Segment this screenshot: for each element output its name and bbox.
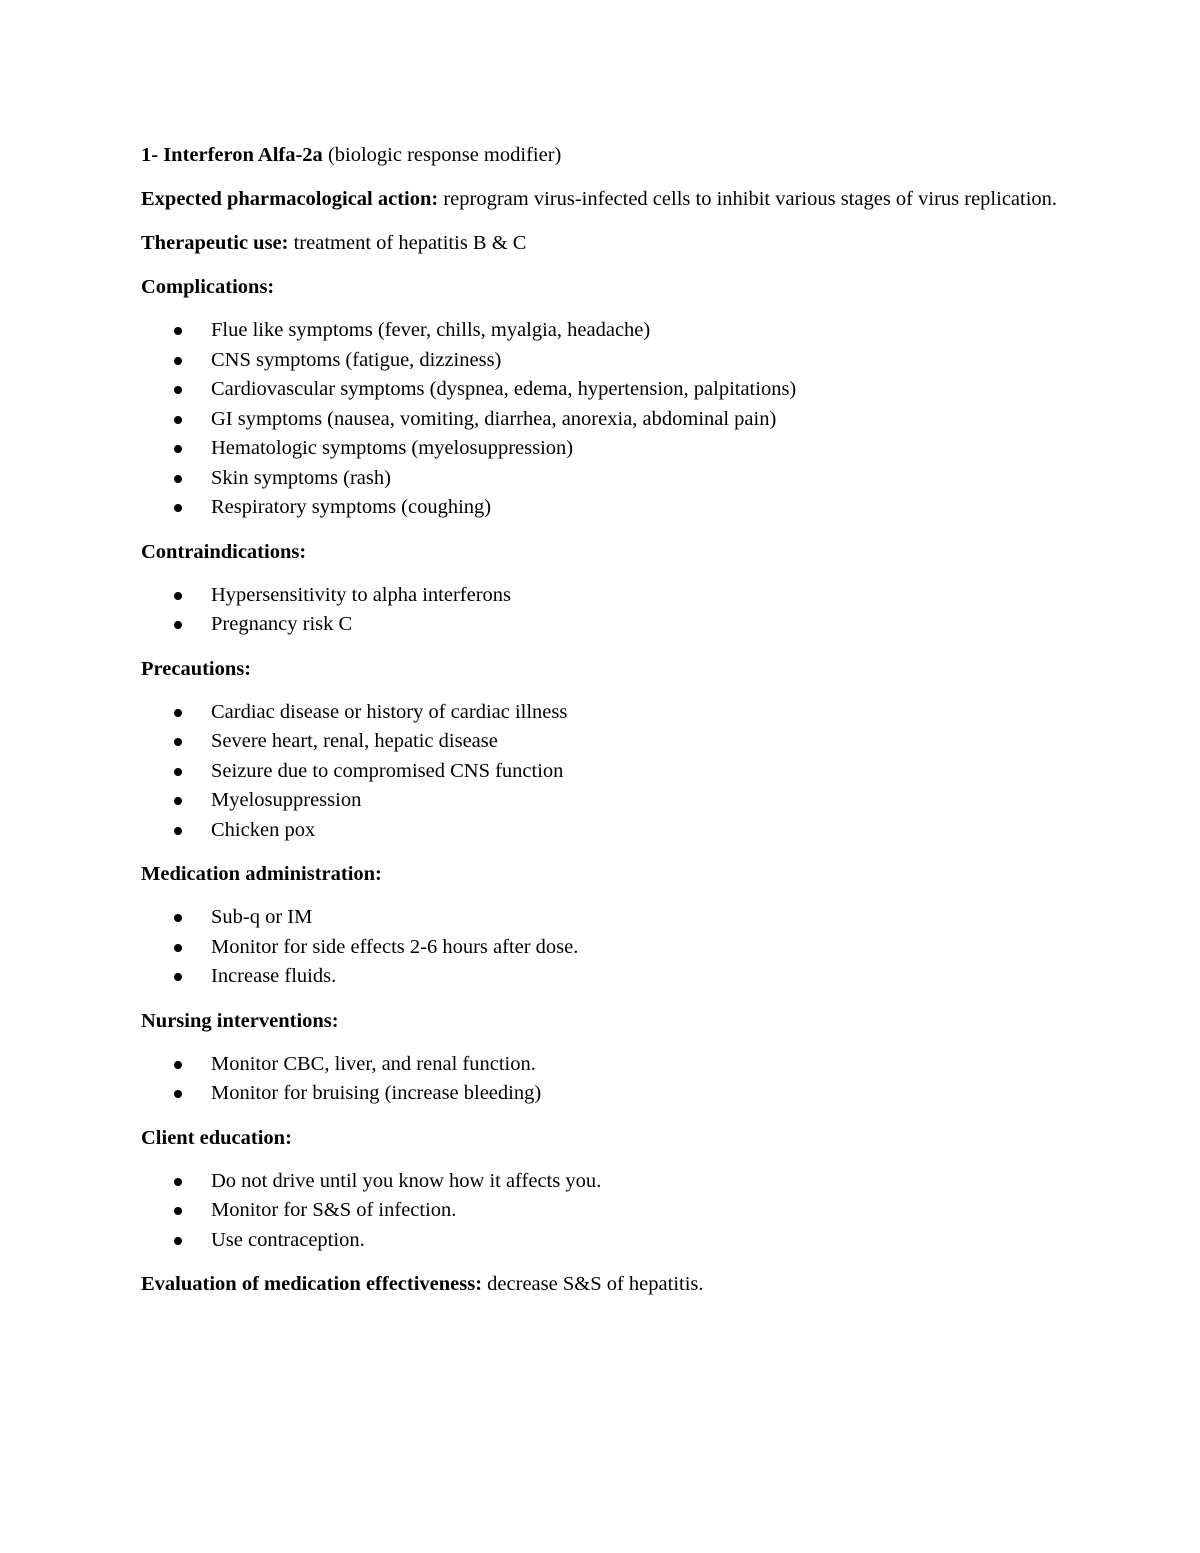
list-item-text: Monitor for S&S of infection.	[211, 1199, 457, 1221]
list-item-text: Monitor for bruising (increase bleeding)	[211, 1082, 542, 1104]
bullet-icon	[174, 827, 182, 835]
education-list	[141, 1167, 1061, 1256]
list-item	[141, 962, 1061, 992]
administration-heading	[141, 859, 1061, 889]
list-item-text: Seizure due to compromised CNS function	[211, 759, 564, 782]
therapeutic-use-text: treatment of hepatitis B & C	[293, 232, 527, 254]
list-item	[141, 933, 1061, 963]
list-item	[141, 346, 1061, 376]
list-item-text: Sub-q or IM	[211, 906, 313, 928]
contraindications-heading	[141, 537, 1061, 567]
list-item	[141, 816, 1061, 846]
administration-heading-text: Medication administration:	[141, 863, 382, 885]
list-item	[141, 464, 1061, 494]
therapeutic-use-label: Therapeutic use:	[141, 232, 289, 254]
list-item	[141, 698, 1061, 728]
list-item-text: Do not drive until you know how it affects you.	[211, 1169, 602, 1192]
list-item	[141, 727, 1061, 757]
bullet-icon	[174, 1237, 182, 1245]
bullet-icon	[174, 709, 182, 717]
bullet-icon	[174, 944, 182, 952]
list-item-text: Hematologic symptoms (myelosuppression)	[211, 437, 574, 459]
list-item-text: Myelosuppression	[211, 789, 362, 811]
drug-title-line	[141, 140, 1061, 170]
bullet-icon	[174, 1178, 182, 1186]
education-heading-text: Client education:	[141, 1126, 292, 1149]
precautions-heading-text: Precautions:	[141, 657, 252, 680]
list-item-text: GI symptoms (nausea, vomiting, diarrhea, anorexia, abdominal pain)	[211, 407, 777, 430]
drug-classification: (biologic response modifier)	[327, 144, 562, 166]
bullet-icon	[174, 768, 182, 776]
bullet-icon	[174, 914, 182, 922]
pharmacological-action-text: reprogram virus-infected cells to inhibit various stages of virus replication.	[443, 188, 1058, 210]
complications-heading-text: Complications:	[141, 276, 275, 298]
list-item	[141, 493, 1061, 523]
complications-list	[141, 316, 1061, 523]
list-item	[141, 757, 1061, 787]
nursing-heading-text: Nursing interventions:	[141, 1009, 339, 1032]
list-item	[141, 1196, 1061, 1226]
bullet-icon	[174, 592, 182, 600]
bullet-icon	[174, 327, 182, 335]
bullet-icon	[174, 1061, 182, 1069]
list-item-text: Pregnancy risk C	[211, 613, 353, 635]
list-item	[141, 786, 1061, 816]
list-item-text: Use contraception.	[211, 1228, 365, 1251]
list-item	[141, 1050, 1061, 1080]
list-item-text: Respiratory symptoms (coughing)	[211, 496, 492, 518]
list-item-text: Hypersensitivity to alpha interferons	[211, 583, 512, 606]
contraindications-list	[141, 581, 1061, 640]
bullet-icon	[174, 504, 182, 512]
bullet-icon	[174, 621, 182, 629]
list-item	[141, 1226, 1061, 1256]
bullet-icon	[174, 416, 182, 424]
list-item	[141, 405, 1061, 435]
therapeutic-use	[141, 228, 1061, 258]
evaluation	[141, 1269, 1061, 1299]
list-item	[141, 316, 1061, 346]
evaluation-label: Evaluation of medication effectiveness:	[141, 1273, 483, 1295]
list-item-text: Monitor CBC, liver, and renal function.	[211, 1052, 536, 1075]
bullet-icon	[174, 475, 182, 483]
list-item-text: Skin symptoms (rash)	[211, 466, 391, 489]
list-item-text: Flue like symptoms (fever, chills, myalgia, headache)	[211, 319, 651, 341]
contraindications-heading-text: Contraindications:	[141, 540, 307, 563]
drug-name: 1- Interferon Alfa-2a	[141, 144, 323, 166]
bullet-icon	[174, 1207, 182, 1215]
list-item	[141, 581, 1061, 611]
bullet-icon	[174, 445, 182, 453]
list-item	[141, 903, 1061, 933]
bullet-icon	[174, 357, 182, 365]
bullet-icon	[174, 386, 182, 394]
list-item-text: CNS symptoms (fatigue, dizziness)	[211, 348, 502, 371]
list-item	[141, 375, 1061, 405]
nursing-list	[141, 1050, 1061, 1109]
list-item-text: Chicken pox	[211, 818, 316, 841]
administration-list	[141, 903, 1061, 992]
list-item-text: Monitor for side effects 2-6 hours after dose.	[211, 935, 579, 958]
list-item-text: Cardiovascular symptoms (dyspnea, edema, hypertension, palpitations)	[211, 378, 797, 400]
list-item-text: Cardiac disease or history of cardiac illness	[211, 700, 568, 723]
precautions-heading	[141, 654, 1061, 684]
bullet-icon	[174, 738, 182, 746]
list-item	[141, 1079, 1061, 1109]
list-item	[141, 1167, 1061, 1197]
complications-heading	[141, 272, 1061, 302]
nursing-heading	[141, 1006, 1061, 1036]
list-item-text: Severe heart, renal, hepatic disease	[211, 730, 498, 752]
list-item	[141, 610, 1061, 640]
education-heading	[141, 1123, 1061, 1153]
bullet-icon	[174, 797, 182, 805]
evaluation-text: decrease S&S of hepatitis.	[487, 1273, 704, 1295]
bullet-icon	[174, 1090, 182, 1098]
pharmacological-action-label: Expected pharmacological action:	[141, 188, 439, 210]
list-item	[141, 434, 1061, 464]
precautions-list	[141, 698, 1061, 846]
pharmacological-action	[141, 184, 1061, 214]
document-page	[141, 140, 1061, 1313]
bullet-icon	[174, 973, 182, 981]
list-item-text: Increase fluids.	[211, 965, 337, 987]
